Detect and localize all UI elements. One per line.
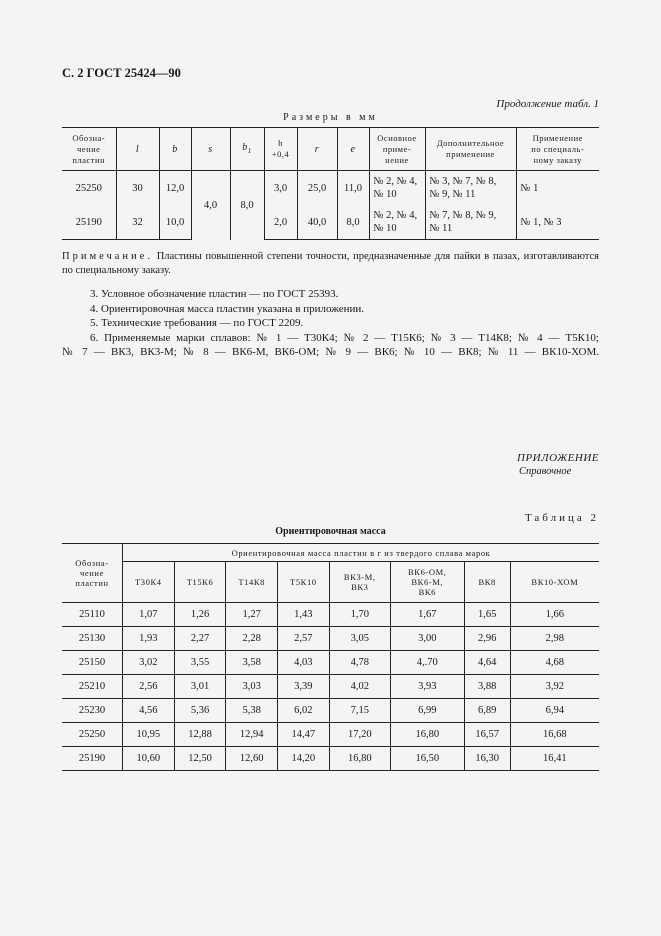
table-row <box>62 723 599 747</box>
t1-header-e: e <box>337 128 369 171</box>
t1-cell-special-use: № 1 <box>516 171 599 206</box>
t2-cell-mass: 4,56 <box>123 699 175 723</box>
table-row <box>62 699 599 723</box>
table2-columns-row <box>62 562 599 603</box>
t1-header-h: h +0,4 <box>264 128 297 171</box>
t2-header-designation: Обозна- чение пластин <box>62 544 123 603</box>
list-item: 5. Технические требования — по ГОСТ 2209. <box>90 317 304 329</box>
t2-cell-id: 25130 <box>62 627 123 651</box>
t1-cell-main-use: № 2, № 4, № 10 <box>369 171 425 206</box>
t2-cell-mass: 5,36 <box>174 699 226 723</box>
t2-cell-mass: 4,.70 <box>390 651 464 675</box>
t2-cell-mass: 1,67 <box>390 603 464 627</box>
t1-header-b1: $b_1$ <box>230 128 264 171</box>
t2-cell-mass: 12,60 <box>226 747 278 771</box>
t2-cell-mass: 2,28 <box>226 627 278 651</box>
t2-cell-mass: 1,65 <box>464 603 510 627</box>
t2-cell-id: 25110 <box>62 603 123 627</box>
t2-cell-mass: 3,88 <box>464 675 510 699</box>
t2-cell-mass: 16,68 <box>510 723 599 747</box>
t2-cell-mass: 4,02 <box>329 675 390 699</box>
t1-cell-l: 32 <box>116 205 159 240</box>
t1-cell-main-use: № 2, № 4, № 10 <box>369 205 425 240</box>
t2-cell-mass: 4,68 <box>510 651 599 675</box>
t2-cell-mass: 10,60 <box>123 747 175 771</box>
t1-header-s: s <box>191 128 230 171</box>
t2-header-col: Т15К6 <box>174 562 226 603</box>
t1-header-main-use: Основное приме- нение <box>369 128 425 171</box>
t2-cell-mass: 2,98 <box>510 627 599 651</box>
t2-cell-mass: 12,94 <box>226 723 278 747</box>
t2-cell-mass: 3,92 <box>510 675 599 699</box>
t2-cell-mass: 3,58 <box>226 651 278 675</box>
t2-cell-mass: 16,57 <box>464 723 510 747</box>
t2-cell-mass: 1,26 <box>174 603 226 627</box>
t1-cell-extra-use: № 3, № 7, № 8, № 9, № 11 <box>425 171 516 206</box>
t1-cell-extra-use: № 7, № 8, № 9, № 11 <box>425 205 516 240</box>
t2-cell-mass: 3,02 <box>123 651 175 675</box>
t2-cell-mass: 3,05 <box>329 627 390 651</box>
t2-cell-mass: 14,47 <box>278 723 330 747</box>
t2-cell-mass: 5,38 <box>226 699 278 723</box>
t2-cell-mass: 4,03 <box>278 651 330 675</box>
appendix-subtitle: Справочное <box>519 466 572 477</box>
page-header: С. 2 ГОСТ 25424—90 <box>62 66 181 80</box>
table-row <box>62 675 599 699</box>
t2-cell-mass: 4,78 <box>329 651 390 675</box>
t2-cell-mass: 6,02 <box>278 699 330 723</box>
list-item: 3. Условное обозначение пластин — по ГОСТ 25393. <box>90 288 339 300</box>
t2-cell-mass: 3,55 <box>174 651 226 675</box>
t2-cell-id: 25250 <box>62 723 123 747</box>
t2-cell-mass: 2,27 <box>174 627 226 651</box>
note-text: Пластины повышенной степени точности, предназначенные для пайки в пазах, изготавливаются по специальному заказу. <box>62 251 599 276</box>
requirements-list <box>62 287 599 360</box>
t2-cell-mass: 7,15 <box>329 699 390 723</box>
t2-cell-mass: 2,57 <box>278 627 330 651</box>
t2-cell-mass: 3,03 <box>226 675 278 699</box>
t2-cell-id: 25150 <box>62 651 123 675</box>
table2-body <box>62 603 599 771</box>
t2-cell-mass: 10,95 <box>123 723 175 747</box>
t2-header-col: Т14К8 <box>226 562 278 603</box>
table-row <box>62 171 599 206</box>
t1-cell-e: 8,0 <box>337 205 369 240</box>
t1-header-special-use: Применение по специаль- ному заказу <box>516 128 599 171</box>
table-row <box>62 651 599 675</box>
t1-cell-s-merged: 4,0 <box>191 171 230 240</box>
t2-cell-mass: 6,99 <box>390 699 464 723</box>
t1-cell-r: 25,0 <box>297 171 337 206</box>
t1-cell-h: 2,0 <box>264 205 297 240</box>
t1-cell-b: 10,0 <box>159 205 191 240</box>
t2-cell-mass: 2,56 <box>123 675 175 699</box>
t1-cell-h: 3,0 <box>264 171 297 206</box>
t1-header-designation: Обозна- чение пластин <box>62 128 116 171</box>
t2-cell-mass: 3,00 <box>390 627 464 651</box>
t2-cell-mass: 16,80 <box>329 747 390 771</box>
t2-cell-mass: 16,41 <box>510 747 599 771</box>
table-note <box>62 250 599 278</box>
t2-cell-id: 25210 <box>62 675 123 699</box>
table-row <box>62 627 599 651</box>
t1-cell-id: 25190 <box>62 205 116 240</box>
t2-cell-mass: 1,07 <box>123 603 175 627</box>
t2-cell-mass: 3,93 <box>390 675 464 699</box>
t2-cell-mass: 2,96 <box>464 627 510 651</box>
t2-cell-mass: 6,89 <box>464 699 510 723</box>
table2-header-row <box>62 544 599 562</box>
t2-header-col: ВК3-М, ВК3 <box>329 562 390 603</box>
t2-header-col: ВК10-ХОМ <box>510 562 599 603</box>
t1-cell-r: 40,0 <box>297 205 337 240</box>
t2-cell-mass: 14,20 <box>278 747 330 771</box>
sizes-caption: Размеры в мм <box>283 112 378 123</box>
t1-cell-special-use: № 1, № 3 <box>516 205 599 240</box>
table2-title: Ориентировочная масса <box>275 526 386 537</box>
table2-number: Таблица 2 <box>524 512 599 524</box>
t2-cell-mass: 3,01 <box>174 675 226 699</box>
t2-cell-mass: 3,39 <box>278 675 330 699</box>
note-label: Примечание. <box>62 251 153 262</box>
appendix-title: ПРИЛОЖЕНИЕ <box>517 452 599 464</box>
t2-header-col: Т30К4 <box>123 562 175 603</box>
t2-cell-id: 25190 <box>62 747 123 771</box>
t2-cell-mass: 16,50 <box>390 747 464 771</box>
t2-cell-mass: 1,70 <box>329 603 390 627</box>
t2-cell-mass: 16,80 <box>390 723 464 747</box>
t2-cell-mass: 1,43 <box>278 603 330 627</box>
table-row <box>62 205 599 240</box>
t2-cell-mass: 17,20 <box>329 723 390 747</box>
table-row <box>62 747 599 771</box>
t2-header-group: Ориентировочная масса пластин в г из твердого сплава марок <box>123 544 600 562</box>
t2-header-col: ВК8 <box>464 562 510 603</box>
t2-cell-mass: 12,50 <box>174 747 226 771</box>
t1-cell-l: 30 <box>116 171 159 206</box>
table-continuation-label: Продолжение табл. 1 <box>496 98 599 110</box>
table1-header-row <box>62 128 599 171</box>
list-item: 4. Ориентировочная масса пластин указана в приложении. <box>90 302 364 315</box>
t1-cell-b1-merged: 8,0 <box>230 171 264 240</box>
t2-cell-mass: 4,64 <box>464 651 510 675</box>
t2-header-col: Т5К10 <box>278 562 330 603</box>
mass-table <box>62 543 599 771</box>
list-item: 6. Применяемые марки сплавов: № 1 — Т30К4; № 2 — Т15К6; № 3 — Т14К8; № 4 — Т5К10; <box>90 331 599 344</box>
t2-cell-id: 25230 <box>62 699 123 723</box>
t2-cell-mass: 1,93 <box>123 627 175 651</box>
dimensions-table <box>62 127 599 240</box>
t2-cell-mass: 1,66 <box>510 603 599 627</box>
t1-header-l: l <box>116 128 159 171</box>
t1-header-r: r <box>297 128 337 171</box>
list-item-continuation: № 7 — ВК3, ВК3-М; № 8 — ВК6-М, ВК6-ОМ; № 9 — ВК6; № 10 — ВК8; № 11 — ВК10-ХОМ. <box>62 346 599 358</box>
t2-cell-mass: 12,88 <box>174 723 226 747</box>
t2-cell-mass: 16,30 <box>464 747 510 771</box>
t2-cell-mass: 1,27 <box>226 603 278 627</box>
t2-header-col: ВК6-ОМ, ВК6-М, ВК6 <box>390 562 464 603</box>
t1-header-extra-use: Дополнительное применение <box>425 128 516 171</box>
t2-cell-mass: 6,94 <box>510 699 599 723</box>
t1-cell-b: 12,0 <box>159 171 191 206</box>
t1-cell-e: 11,0 <box>337 171 369 206</box>
t1-cell-id: 25250 <box>75 182 102 194</box>
t1-header-b: b <box>159 128 191 171</box>
table-row <box>62 603 599 627</box>
